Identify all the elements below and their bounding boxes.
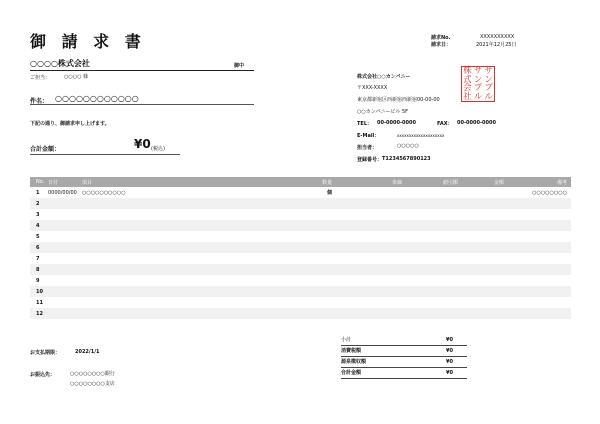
payment-due: 2022/1/1 xyxy=(75,349,100,355)
total-amount: ¥0 xyxy=(134,137,151,151)
totals-value: ¥0 xyxy=(446,347,453,354)
bank-name: ○○○○○○○○銀行 xyxy=(70,371,115,377)
cell-no: 12 xyxy=(36,310,43,317)
issuer-company: 株式会社○○カンパニー xyxy=(357,74,411,80)
issuer-tel-label: TEL： xyxy=(357,121,373,127)
issuer-email: xxxxxxxxxxxxxxxxxxxx xyxy=(397,133,445,138)
issuer-reg: T1234567890123 xyxy=(382,156,431,162)
document-title: 御 請 求 書 xyxy=(30,32,146,51)
table-row xyxy=(30,253,571,264)
cell-date: 0000/00/00 xyxy=(48,189,77,196)
bank-label: お振込先： xyxy=(30,372,56,378)
issuer-address: 東京都新宿区西新宿西新宿00-00-00 xyxy=(357,97,440,103)
table-header-row xyxy=(30,177,571,187)
totals-value: ¥0 xyxy=(446,369,453,376)
cell-no: 4 xyxy=(36,222,40,229)
subject-label: 件名： xyxy=(30,98,49,105)
seal-char: ン xyxy=(473,74,483,85)
bank-branch: ○○○○○○○○支店 xyxy=(70,381,115,387)
cell-no: 6 xyxy=(36,244,40,251)
cell-note: ○○○○○○○○ xyxy=(532,189,567,196)
client-name-underline xyxy=(30,70,254,71)
table-row xyxy=(30,209,571,220)
cell-no: 11 xyxy=(36,299,43,306)
totals-value: ¥0 xyxy=(446,358,453,365)
issuer-tel: 00-0000-0000 xyxy=(377,120,416,126)
totals-label: 源泉徴収額 xyxy=(341,359,367,365)
payment-due-label: お支払期限： xyxy=(30,350,61,356)
header-amount: 金額 xyxy=(493,179,504,186)
header-item: 項目 xyxy=(82,179,93,186)
total-underline xyxy=(30,154,180,155)
header-qty: 数量 xyxy=(321,179,332,186)
issuer-building: ○○カンパニービル 5F xyxy=(357,109,409,115)
seal-char: サ xyxy=(484,66,493,76)
issuer-fax-label: FAX： xyxy=(437,121,453,127)
contact-label: ご担当： xyxy=(30,75,51,81)
invoice-no: XXXXXXXXXX xyxy=(480,34,515,40)
totals-value: ¥0 xyxy=(446,336,453,343)
header-no: No. xyxy=(36,179,45,185)
client-honorific: 御中 xyxy=(234,63,245,69)
seal-char: 株 xyxy=(463,66,472,76)
header-discount: 値引額 xyxy=(442,179,458,186)
cell-no: 10 xyxy=(36,288,43,295)
seal-char: 社 xyxy=(463,91,472,102)
table-row xyxy=(30,231,571,242)
issuer-reg-label: 登録番号： xyxy=(357,157,383,163)
table-row xyxy=(30,264,571,275)
total-tax-note: (税込) xyxy=(151,146,165,152)
seal-char: ル xyxy=(473,91,483,102)
issuer-staff: ○○○○○ xyxy=(397,143,419,149)
invoice-date-label: 請求日： xyxy=(431,42,452,48)
table-row xyxy=(30,198,571,209)
cell-qty: 個 xyxy=(326,190,332,196)
invoice-no-label: 請求No. xyxy=(431,35,451,41)
intro-text: 下記の通り、御請求申し上げます。 xyxy=(30,121,110,127)
table-row xyxy=(30,297,571,308)
subject-value: ○○○○○○○○○○○○ xyxy=(55,94,139,103)
cell-no: 5 xyxy=(36,233,40,240)
cell-item: ○○○○○○○○○○ xyxy=(82,189,126,196)
company-seal xyxy=(461,66,495,102)
seal-char: 会 xyxy=(463,83,472,93)
table-row xyxy=(30,220,571,231)
table-row xyxy=(30,275,571,286)
seal-char: ン xyxy=(484,74,493,85)
issuer-fax: 00-0000-0000 xyxy=(457,120,496,126)
subject-underline xyxy=(30,104,254,105)
client-name: ○○○○株式会社 xyxy=(30,59,90,68)
table-row xyxy=(30,242,571,253)
cell-no: 7 xyxy=(36,255,40,262)
totals-label: 小計 xyxy=(341,337,352,343)
seal-char: サ xyxy=(473,66,483,76)
table-row xyxy=(30,286,571,297)
issuer-postal: 〒XXX-XXXX xyxy=(357,85,388,91)
totals-label: 合計金額 xyxy=(341,370,362,376)
seal-char: ル xyxy=(484,91,493,102)
issuer-staff-label: 担当者： xyxy=(357,145,378,151)
invoice-date: 2021年12月25日 xyxy=(476,42,517,48)
header-date: 日付 xyxy=(48,179,59,186)
totals-row xyxy=(341,367,467,379)
totals-label: 消費税額 xyxy=(341,348,362,354)
cell-no: 3 xyxy=(36,211,40,218)
seal-char: 式 xyxy=(463,74,472,85)
table-body xyxy=(30,187,571,319)
table-row xyxy=(30,187,571,198)
header-unit-price: 単価 xyxy=(391,179,402,186)
issuer-email-label: E-Mail： xyxy=(357,133,380,139)
cell-no: 9 xyxy=(36,277,40,284)
cell-no: 8 xyxy=(36,266,40,273)
header-note: 備考 xyxy=(556,179,567,186)
line-items-table xyxy=(30,177,571,319)
seal-char: プ xyxy=(484,83,493,93)
cell-no: 1 xyxy=(36,189,40,196)
contact-name: ○○○○ 様 xyxy=(64,74,89,80)
total-label: 合計金額： xyxy=(30,146,61,153)
table-row xyxy=(30,308,571,319)
cell-no: 2 xyxy=(36,200,40,207)
seal-char: プ xyxy=(473,83,483,93)
